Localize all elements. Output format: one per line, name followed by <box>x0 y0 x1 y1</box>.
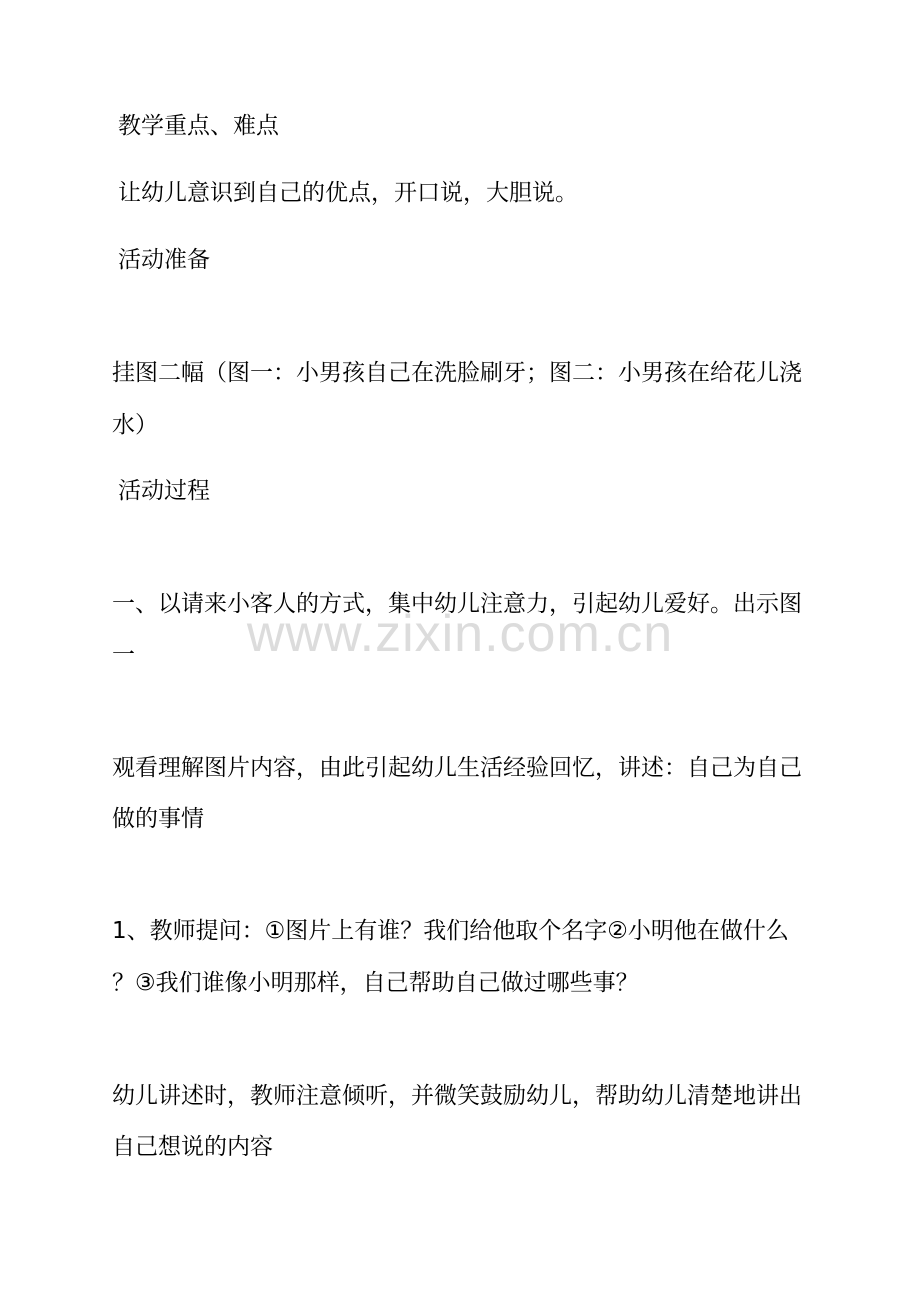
paragraph-step-one-line-1: 一、以请来小客人的方式，集中幼儿注意力，引起幼儿爱好。出示图 <box>112 591 802 617</box>
watermark: www.zixin.com.cn <box>246 605 674 663</box>
paragraph-questions-line-1: 1、教师提问：①图片上有谁？我们给他取个名字②小明他在做什么 <box>112 918 789 944</box>
heading-activity-process: 活动过程 <box>118 478 210 504</box>
paragraph-step-one-line-2: 一 <box>112 642 135 668</box>
paragraph-focus-content: 让幼儿意识到自己的优点，开口说，大胆说。 <box>118 180 578 206</box>
paragraph-preparation-line-1: 挂图二幅（图一：小男孩自己在洗脸刷牙；图二：小男孩在给花儿浇 <box>112 360 802 386</box>
paragraph-narration-line-1: 幼儿讲述时，教师注意倾听，并微笑鼓励幼儿，帮助幼儿清楚地讲出 <box>112 1083 802 1109</box>
paragraph-observe-line-2: 做的事情 <box>112 806 204 832</box>
heading-teaching-focus: 教学重点、难点 <box>118 113 279 139</box>
paragraph-questions-line-2: ？③我们谁像小明那样，自己帮助自己做过哪些事？ <box>112 970 639 996</box>
paragraph-preparation-line-2: 水） <box>112 412 158 438</box>
paragraph-narration-line-2: 自己想说的内容 <box>112 1134 273 1160</box>
heading-activity-preparation: 活动准备 <box>118 247 210 273</box>
paragraph-observe-line-1: 观看理解图片内容，由此引起幼儿生活经验回忆，讲述：自己为自己 <box>112 755 802 781</box>
